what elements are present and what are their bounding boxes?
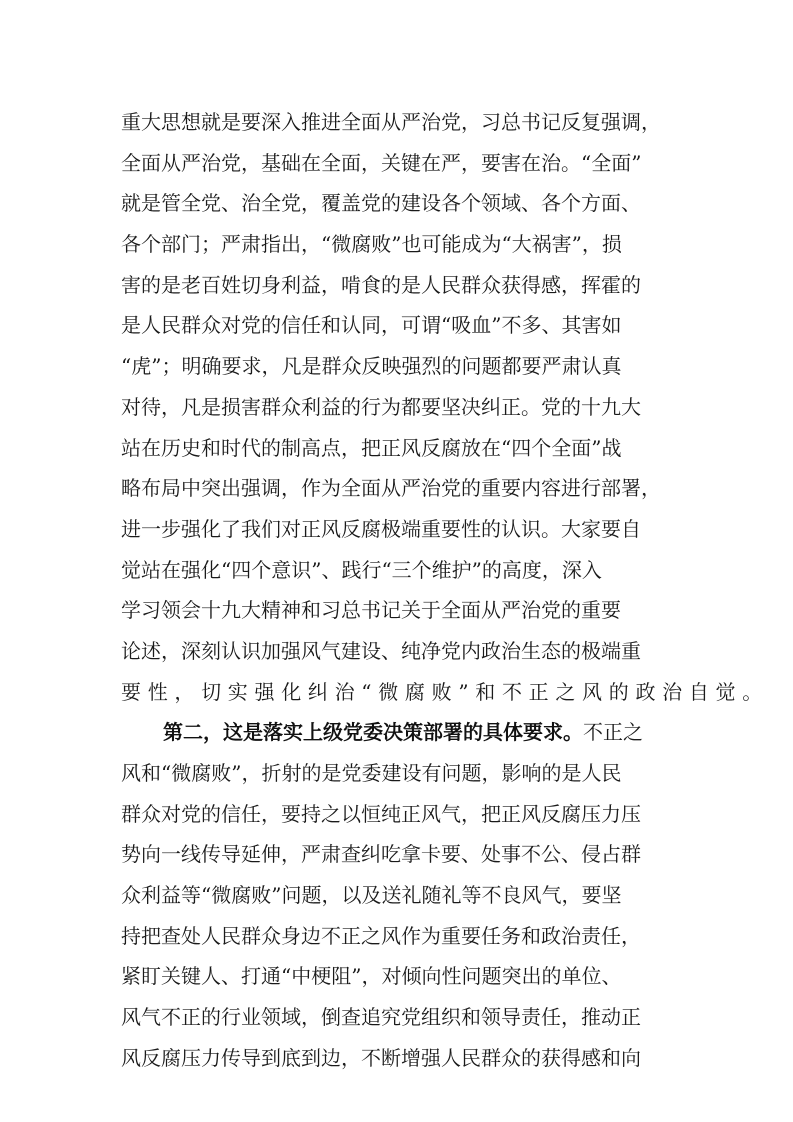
text-line: 风和“微腐败”，折射的是党委建设有问题，影响的是人民 — [121, 761, 622, 785]
text-line: 紧盯关键人、打通“中梗阻”，对倾向性问题突出的单位、 — [121, 964, 622, 989]
text-line: 持把查处人民群众身边不正之风作为重要任务和政治责任， — [121, 923, 641, 948]
text-line: 要性，切实强化纠治“微腐败”和不正之风的政治自觉。 — [121, 679, 769, 704]
text-line: 全面从严治党，基础在全面，关键在严，要害在治。“全面” — [121, 150, 642, 175]
text-line: 学习领会十九大精神和习总书记关于全面从严治党的重要 — [121, 598, 621, 623]
text-line: 觉站在强化“四个意识”、践行“三个维护”的高度，深入 — [121, 557, 602, 582]
text-line: 论述，深刻认识加强风气建设、纯净党内政治生态的极端重 — [121, 638, 641, 663]
text-line: 就是管全党、治全党，覆盖党的建设各个领域、各个方面、 — [121, 191, 641, 216]
text-line: 是人民群众对党的信任和认同，可谓“吸血”不多、其害如 — [121, 313, 622, 338]
text-line: 风气不正的行业领域，倒查追究党组织和领导责任，推动正 — [121, 1005, 641, 1030]
text-line: 进一步强化了我们对正风反腐极端重要性的认识。大家要自 — [121, 516, 641, 541]
text-line: 风反腐压力传导到底到边，不断增强人民群众的获得感和向 — [121, 1045, 641, 1070]
text-line: 众利益等“微腐败”问题，以及送礼随礼等不良风气，要坚 — [121, 883, 622, 908]
paragraph-1 — [121, 102, 769, 712]
text-line: 势向一线传导延伸，严肃查纠吃拿卡要、处事不公、侵占群 — [121, 842, 641, 867]
text-run: 不正之 — [583, 720, 643, 745]
paragraph-heading-line — [121, 712, 685, 753]
text-line: 略布局中突出强调，作为全面从严治党的重要内容进行部署， — [121, 476, 661, 501]
text-line: 群众对党的信任，要持之以恒纯正风气，把正风反腐压力压 — [121, 801, 641, 826]
text-line: 站在历史和时代的制高点，把正风反腐放在“四个全面”战 — [121, 435, 622, 460]
section-heading: 第二，这是落实上级党委决策部署的具体要求。 — [163, 720, 583, 745]
text-line: 各个部门；严肃指出，“微腐败”也可能成为“大祸害”，损 — [121, 232, 622, 257]
paragraph-2 — [121, 712, 685, 1078]
text-line: 重大思想就是要深入推进全面从严治党，习总书记反复强调， — [121, 110, 661, 134]
text-line: 对待，凡是损害群众利益的行为都要坚决纠正。党的十九大 — [121, 394, 641, 419]
document-body — [121, 102, 769, 1079]
text-line: 害的是老百姓切身利益，啃食的是人民群众获得感，挥霍的 — [121, 272, 641, 297]
text-line: “虎”；明确要求，凡是群众反映强烈的问题都要严肃认真 — [121, 354, 622, 379]
